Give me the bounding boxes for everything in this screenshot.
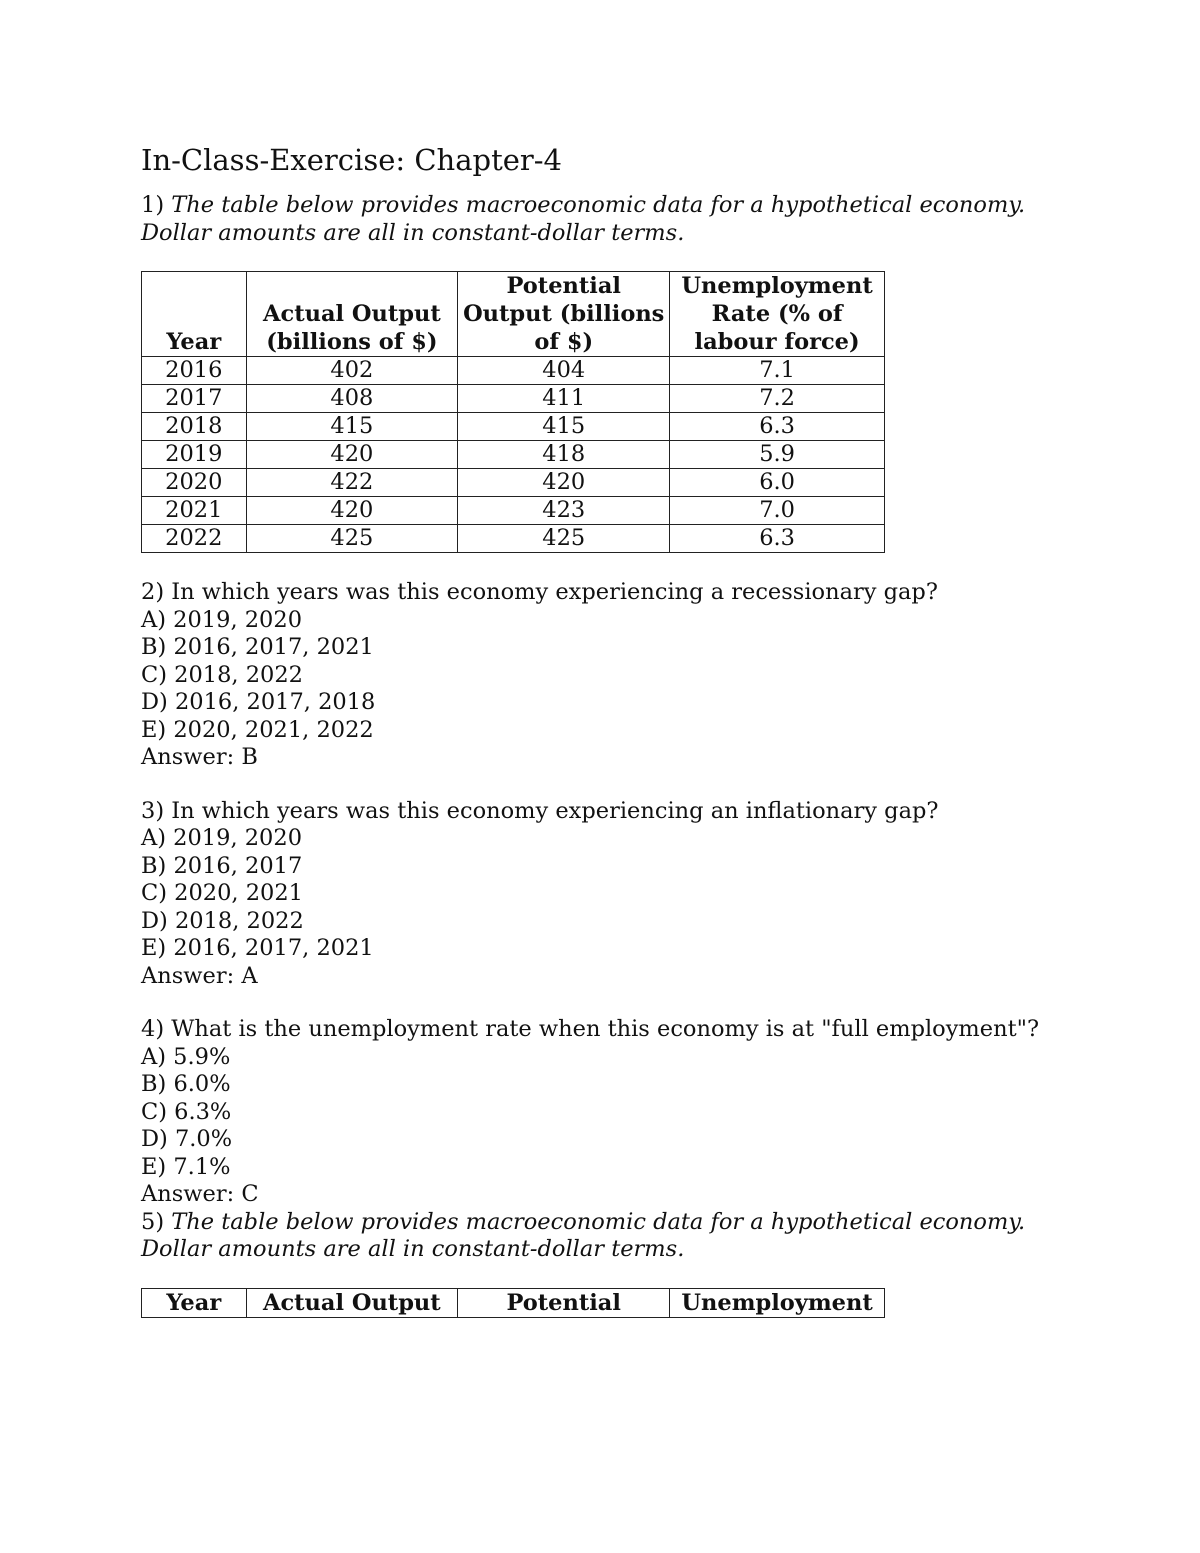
option-c: C) 6.3% [141, 1098, 232, 1125]
answer: Answer: B [141, 744, 258, 770]
option-d: D) 2016, 2017, 2018 [141, 689, 376, 715]
cell-unemployment: 7.2 [670, 385, 885, 413]
option-b: B) 2016, 2017 [141, 852, 303, 879]
option-b: B) 2016, 2017, 2021 [141, 634, 374, 660]
cell-year: 2022 [142, 525, 247, 553]
question-1 [141, 192, 1041, 247]
header-actual-output: Actual Output [246, 1288, 458, 1317]
cell-year: 2018 [142, 413, 247, 441]
cell-potential: 420 [458, 469, 670, 497]
option-d: D) 2018, 2022 [141, 907, 304, 934]
option-d: D) 7.0% [141, 1126, 233, 1152]
question-5 [141, 1209, 1041, 1264]
table-row [142, 441, 885, 469]
option-e: E) 2016, 2017, 2021 [141, 935, 374, 961]
table-row [142, 385, 885, 413]
cell-year: 2020 [142, 469, 247, 497]
question-2-number: 2) [141, 579, 165, 605]
cell-unemployment: 5.9 [670, 441, 885, 469]
cell-potential: 415 [458, 413, 670, 441]
question-4-text: What is the unemployment rate when this economy is at "full employment"? [171, 1016, 1040, 1042]
question-5-number: 5) [141, 1208, 165, 1235]
cell-year: 2016 [142, 357, 247, 385]
cell-unemployment: 6.3 [670, 413, 885, 441]
cell-actual: 422 [246, 469, 458, 497]
cell-actual: 420 [246, 441, 458, 469]
cell-potential: 425 [458, 525, 670, 553]
cell-potential: 423 [458, 497, 670, 525]
cell-unemployment: 6.3 [670, 525, 885, 553]
cell-actual: 415 [246, 413, 458, 441]
option-c: C) 2018, 2022 [141, 661, 303, 688]
cell-year: 2017 [142, 385, 247, 413]
question-3-number: 3) [141, 797, 165, 824]
table-row [142, 413, 885, 441]
table-row [142, 357, 885, 385]
cell-actual: 425 [246, 525, 458, 553]
question-3-block [141, 798, 1041, 991]
macro-data-table-2 [141, 1288, 885, 1318]
header-year: Year [142, 1288, 247, 1317]
answer: Answer: A [141, 962, 258, 989]
question-4-number: 4) [141, 1016, 165, 1042]
cell-actual: 402 [246, 357, 458, 385]
cell-year: 2019 [142, 441, 247, 469]
cell-unemployment: 6.0 [670, 469, 885, 497]
question-4-block [141, 1016, 1041, 1209]
cell-year: 2021 [142, 497, 247, 525]
header-unemployment-rate: Unemployment Rate (% of labour force) [670, 272, 885, 357]
macro-data-table [141, 271, 885, 553]
table-row [142, 525, 885, 553]
cell-potential: 404 [458, 357, 670, 385]
answer: Answer: C [141, 1181, 259, 1207]
question-1-number: 1) [141, 192, 165, 218]
header-potential-output: Potential Output (billions of $) [458, 272, 670, 357]
question-4 [141, 1016, 1041, 1044]
cell-unemployment: 7.1 [670, 357, 885, 385]
cell-unemployment: 7.0 [670, 497, 885, 525]
cell-potential: 411 [458, 385, 670, 413]
cell-actual: 420 [246, 497, 458, 525]
header-actual-output: Actual Output (billions of $) [246, 272, 458, 357]
question-3 [141, 798, 1041, 826]
header-year: Year [142, 272, 247, 357]
option-e: E) 2020, 2021, 2022 [141, 716, 374, 743]
option-e: E) 7.1% [141, 1153, 231, 1180]
header-unemployment: Unemployment [670, 1288, 885, 1317]
cell-potential: 418 [458, 441, 670, 469]
question-2-block [141, 579, 1041, 772]
table-header-row [142, 1288, 885, 1317]
option-a: A) 5.9% [141, 1043, 231, 1070]
question-2-text: In which years was this economy experiencing a recessionary gap? [171, 579, 938, 605]
option-b: B) 6.0% [141, 1071, 231, 1097]
option-c: C) 2020, 2021 [141, 880, 303, 906]
document-page [141, 140, 1041, 1318]
question-5-text: The table below provides macroeconomic data for a hypothetical economy. Dollar amounts are all in constant-dollar terms. [141, 1208, 1026, 1262]
option-a: A) 2019, 2020 [141, 606, 303, 633]
document-title: In-Class-Exercise: Chapter-4 [141, 143, 562, 177]
table-row [142, 497, 885, 525]
table-header-row [142, 272, 885, 357]
header-potential: Potential [458, 1288, 670, 1317]
table-row [142, 469, 885, 497]
cell-actual: 408 [246, 385, 458, 413]
question-1-text: The table below provides macroeconomic data for a hypothetical economy. Dollar amounts are all in constant-dollar terms. [141, 192, 1026, 246]
option-a: A) 2019, 2020 [141, 825, 303, 851]
question-2 [141, 579, 1041, 607]
question-3-text: In which years was this economy experiencing an inflationary gap? [171, 797, 939, 824]
